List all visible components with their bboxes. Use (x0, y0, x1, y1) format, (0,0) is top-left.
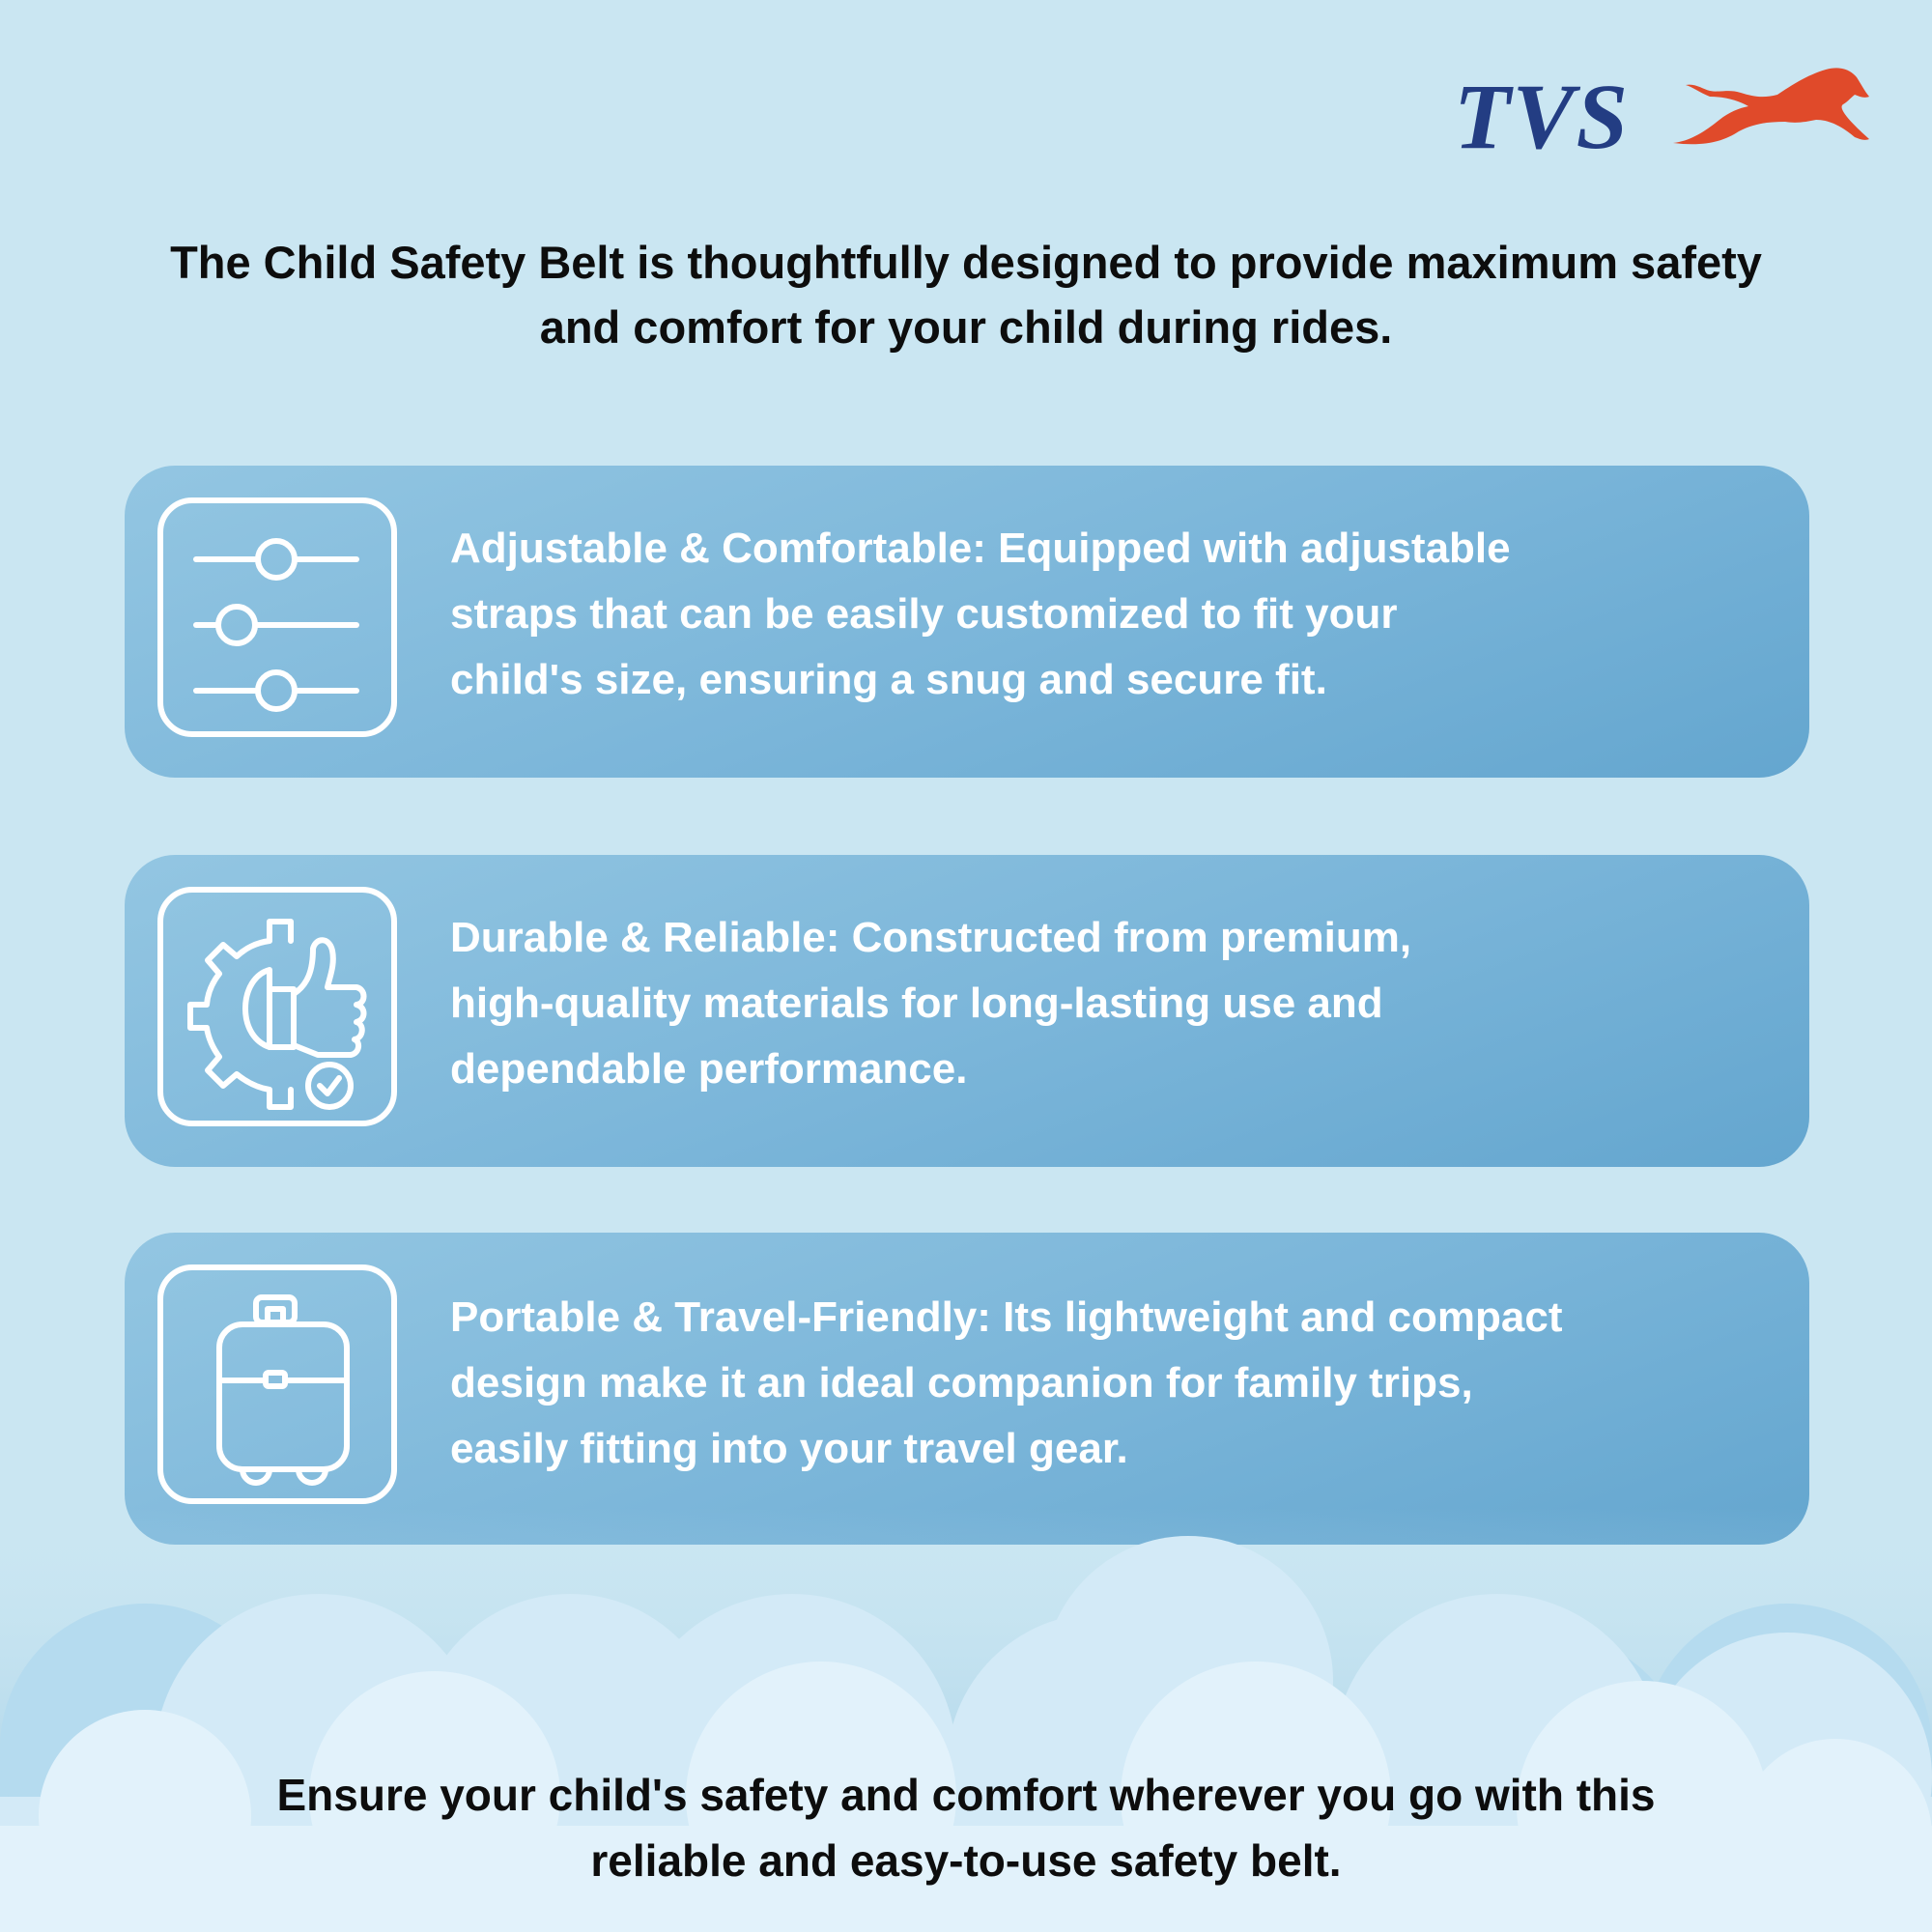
gear-thumbs-up-icon (163, 893, 391, 1121)
footer-line: Ensure your child's safety and comfort wherever you go with this (276, 1770, 1656, 1820)
feature-description (450, 516, 1783, 713)
feature-description (450, 1285, 1783, 1482)
running-horse-icon (1671, 64, 1874, 151)
feature-text-line: child's size, ensuring a snug and secure fit. (450, 656, 1327, 703)
feature-text-line: easily fitting into your travel gear. (450, 1425, 1128, 1472)
feature-text-line: Portable & Travel-Friendly: Its lightweight and compact (450, 1293, 1563, 1341)
sliders-icon (163, 503, 391, 731)
icon-frame (157, 887, 397, 1126)
tvs-logo (1454, 64, 1879, 170)
headline-line: The Child Safety Belt is thoughtfully designed to provide maximum safety (170, 237, 1762, 288)
feature-text-line: dependable performance. (450, 1045, 968, 1093)
feature-text-line: Durable & Reliable: Constructed from premium, (450, 914, 1412, 961)
feature-card-adjustable (125, 466, 1809, 778)
suitcase-icon (163, 1270, 391, 1498)
feature-description (450, 905, 1783, 1102)
footer-line: reliable and easy-to-use safety belt. (590, 1835, 1342, 1886)
feature-text-line: Adjustable & Comfortable: Equipped with adjustable (450, 525, 1511, 572)
brand-name: TVS (1454, 65, 1631, 168)
headline (58, 230, 1874, 359)
icon-frame (157, 1264, 397, 1504)
headline-line: and comfort for your child during rides. (539, 301, 1393, 353)
feature-text-line: high-quality materials for long-lasting use and (450, 980, 1383, 1027)
feature-card-durable (125, 855, 1809, 1167)
feature-text-line: design make it an ideal companion for family trips, (450, 1359, 1473, 1406)
icon-frame (157, 497, 397, 737)
feature-text-line: straps that can be easily customized to fit your (450, 590, 1398, 638)
closing-statement (58, 1762, 1874, 1893)
feature-card-portable (125, 1233, 1809, 1545)
